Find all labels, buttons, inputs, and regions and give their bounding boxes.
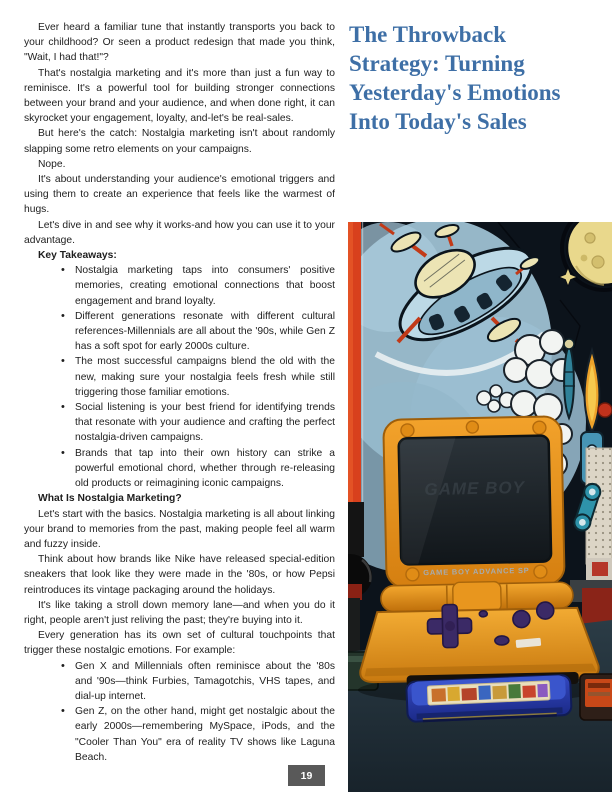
blue-cartridge xyxy=(406,675,572,723)
gameboy-advance-sp xyxy=(355,416,599,689)
paragraph: Every generation has its own set of cultural touchpoints that trigger these nostalgic emotions. For example: xyxy=(24,630,335,657)
page-title: The Throwback Strategy: Turning Yesterday's Emotions Into Today's Sales xyxy=(349,22,561,134)
article-photo xyxy=(348,222,612,792)
device-label-text: GAME BOY ADVANCE SP xyxy=(423,565,530,578)
list-item: • The most successful campaigns blend the old with the new, making sure your nostalgia feels fresh while still triggering those familiar emotions. xyxy=(24,354,335,400)
generations-list xyxy=(24,659,335,765)
paragraph: Ever heard a familiar tune that instantly transports you back to your childhood? Or seen a product redesign that made you think, "Wait, I had that!"? xyxy=(24,22,335,64)
paragraph: Think about how brands like Nike have released special-edition sneakers that look like they were made in the '80s, or how Pepsi reintroduces its vintage packaging around the holidays. xyxy=(24,554,335,596)
paragraph: Let's dive in and see why it works-and how you can use it to your advantage. xyxy=(24,219,335,246)
paragraph: It's like taking a stroll down memory lane—and when you do it right, people aren't just reliving the past; they're buying into it. xyxy=(24,599,335,626)
list-item: • Gen X and Millennials often reminisce about the '80s and '90s—think Furbies, Tamagotchis, VHS tapes, and dial-up internet. xyxy=(24,659,335,705)
paragraph: But here's the catch: Nostalgia marketing isn't about randomly slapping some retro elements on your campaigns. xyxy=(24,128,335,155)
red-cartridge xyxy=(580,674,612,720)
paragraph: Let's start with the basics. Nostalgia marketing is all about linking your brand to memories from the past, making people feel all warm and fuzzy inside. xyxy=(24,508,335,550)
list-item: • Different generations resonate with different cultural references-Millennials are all about the '90s, while Gen Z has a soft spot for early 2000s culture. xyxy=(24,309,335,355)
body-text-column xyxy=(24,20,335,765)
paragraph: Nope. xyxy=(38,158,66,170)
key-takeaways-heading: Key Takeaways: xyxy=(38,250,117,262)
list-item: • Social listening is your best friend for identifying trends that resonate with your audience and crafting the perfect nostalgia-driven campaigns. xyxy=(24,400,335,446)
screen-ghost-logo: GAME BOY xyxy=(424,477,526,500)
list-item: • Brands that tap into their own history can strike a powerful emotional chord, whether through re-releasing old products or reimagining iconic campaigns. xyxy=(24,446,335,492)
paragraph: That's nostalgia marketing and it's more than just a fun way to reminisce. It's a powerful tool for building stronger connections between your brand and your audience, and when done right, it can skyrocket your engagement, loyalty, and-let's be real-sales. xyxy=(24,67,335,125)
paragraph: It's about understanding your audience's emotional triggers and using them to create an experience that feels like the warmest of hugs. xyxy=(24,174,335,216)
page-number-badge: 19 xyxy=(288,765,325,786)
key-takeaways-list xyxy=(24,263,335,491)
what-is-heading: What Is Nostalgia Marketing? xyxy=(38,493,182,505)
list-item: • Gen Z, on the other hand, might get nostalgic about the early 2000s—remembering MySpace, iPods, and the "Cooler Than You" era of reality TV shows like Laguna Beach. xyxy=(24,704,335,765)
list-item: • Nostalgia marketing taps into consumers' positive memories, creating emotional connections that boost engagement and brand loyalty. xyxy=(24,263,335,309)
